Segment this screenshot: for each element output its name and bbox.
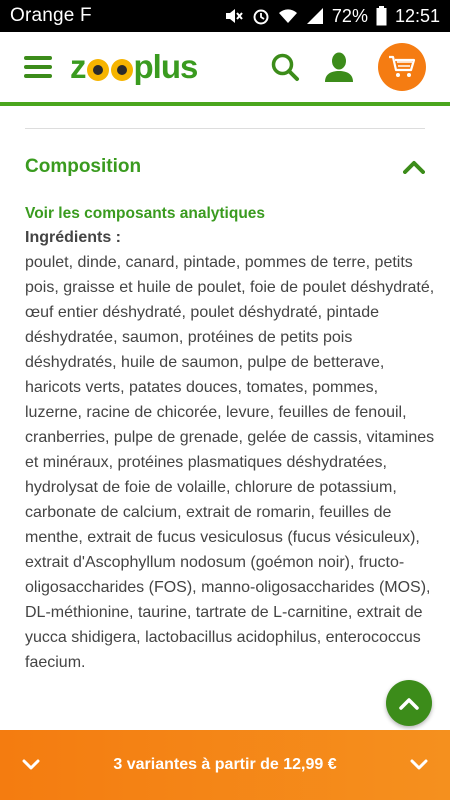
logo-text-start: z bbox=[70, 48, 86, 85]
user-account-icon[interactable] bbox=[324, 51, 354, 83]
app-header bbox=[0, 32, 450, 106]
scroll-to-top-button[interactable] bbox=[386, 680, 432, 726]
composition-content bbox=[25, 203, 435, 675]
clock-time: 12:51 bbox=[394, 5, 440, 26]
alarm-icon bbox=[252, 7, 270, 25]
battery-percent: 72% bbox=[331, 5, 368, 26]
logo-eye-right bbox=[111, 59, 133, 81]
battery-icon bbox=[376, 6, 387, 26]
chevron-down-icon[interactable] bbox=[22, 759, 40, 771]
variants-bar[interactable] bbox=[0, 730, 450, 800]
section-divider bbox=[25, 128, 425, 129]
section-title: Composition bbox=[25, 156, 142, 177]
search-icon[interactable] bbox=[270, 52, 300, 82]
chevron-up-icon[interactable] bbox=[403, 160, 425, 174]
carrier-name: Orange F bbox=[10, 5, 92, 26]
zooplus-logo[interactable] bbox=[70, 48, 197, 86]
ingredients-text: poulet, dinde, canard, pintade, pommes de terre, petits pois, graisse et huile de poulet, foie de poulet déshydraté, œuf entier déshydraté, poulet déshydraté, pintade déshydratée, saumon, protéines de petits pois déshydratés, huile de saumon, pulpe de betterave, haricots verts, patates douces, tomates, pommes, luzerne, racine de chicorée, levure, feuilles de fenouil, cranberries, pulpe de grenade, gelée de cassis, vitamines et minéraux, protéines plasmatiques déshydratées, hydrolysat de foie de volaille, chlorure de potassium, carbonate de calcium, extrait de romarin, feuilles de menthe, extrait de fucus vesiculosus (fucus vésiculeux), extrait d'Ascophyllum nodosum (goémon noir), fructo-oligosaccharides (FOS), manno-oligosaccharides (MOS), DL-méthionine, taurine, tartrate de L-carnitine, extrait de yucca shidigera, lactobacillus acidophilus, enterococcus faecium. bbox=[25, 254, 435, 671]
analytics-link[interactable]: Voir les composants analytiques bbox=[25, 205, 266, 222]
logo-eye-left bbox=[87, 59, 109, 81]
status-bar bbox=[0, 0, 450, 32]
chevron-up-icon bbox=[399, 697, 419, 710]
signal-icon bbox=[306, 7, 324, 25]
logo-text-end: plus bbox=[133, 48, 198, 85]
hamburger-menu-icon[interactable] bbox=[24, 56, 52, 78]
wifi-icon bbox=[278, 7, 298, 25]
mute-icon bbox=[224, 7, 244, 25]
status-icons bbox=[224, 6, 440, 27]
composition-accordion-header[interactable] bbox=[25, 150, 425, 184]
header-actions bbox=[270, 43, 426, 91]
variants-label: 3 variantes à partir de 12,99 € bbox=[113, 756, 337, 773]
cart-button[interactable] bbox=[378, 43, 426, 91]
shopping-cart-icon bbox=[388, 55, 416, 79]
ingredients-label: Ingrédients : bbox=[25, 229, 122, 246]
chevron-down-icon[interactable] bbox=[410, 759, 428, 771]
